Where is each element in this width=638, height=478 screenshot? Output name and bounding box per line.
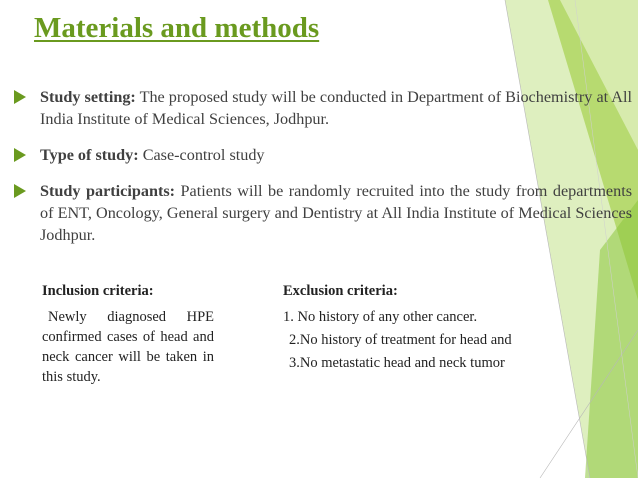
bullet-text: Case-control study	[138, 146, 265, 164]
exclusion-header: Exclusion criteria:	[283, 283, 398, 299]
bullet-text: Patients will be randomly recruited into the study from departments of ENT, Oncology, General surgery and Dentistry at All India Institute of Medical Sciences Jodhpur.	[40, 182, 632, 244]
exclusion-item: 1. No history of any other cancer.	[283, 309, 478, 325]
bullet-study-setting	[14, 86, 632, 130]
bullet-arrow-icon	[14, 184, 26, 198]
exclusion-item: 3.No metastatic head and neck tumor	[289, 355, 505, 371]
bullet-study-participants	[14, 180, 632, 246]
exclusion-criteria	[283, 281, 524, 376]
bullet-label: Type of study:	[40, 146, 139, 164]
bullet-text: The proposed study will be conducted in Department of Biochemistry at All India Institute of Medical Sciences, Jodhpur.	[40, 88, 632, 128]
bullet-label: Study setting:	[40, 88, 136, 106]
slide-title: Materials and methods	[34, 12, 320, 44]
bullet-arrow-icon	[14, 148, 26, 162]
bullet-type-of-study	[14, 144, 632, 166]
inclusion-text: Newly diagnosed HPE confirmed cases of head and neck cancer will be taken in this study.	[42, 309, 214, 385]
inclusion-criteria	[42, 281, 214, 390]
bullet-label: Study participants:	[40, 182, 176, 200]
exclusion-item: 2.No history of treatment for head and	[289, 332, 512, 348]
bullet-arrow-icon	[14, 90, 26, 104]
inclusion-header: Inclusion criteria:	[42, 283, 154, 299]
